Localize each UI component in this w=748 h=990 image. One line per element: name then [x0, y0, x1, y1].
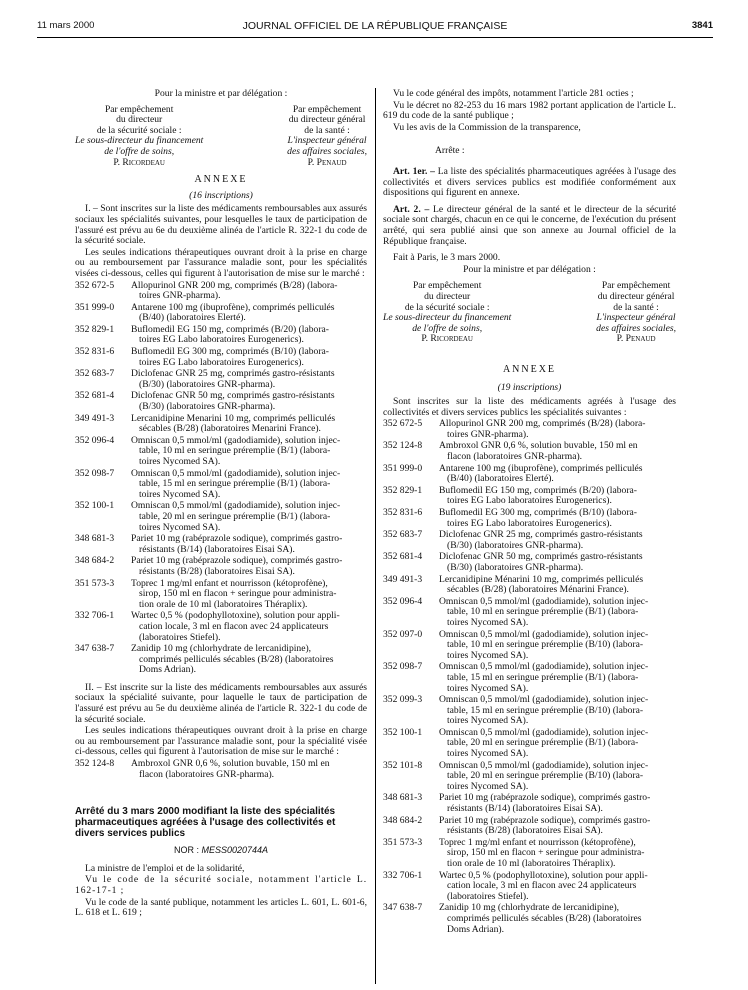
entry-text	[129, 556, 367, 577]
sig-line: du directeur général	[597, 290, 675, 302]
list-item	[75, 501, 367, 533]
journal-title: JOURNAL OFFICIEL DE LA RÉPUBLIQUE FRANÇAISE	[242, 20, 508, 32]
entry-text	[129, 759, 367, 780]
list-item	[383, 597, 676, 629]
entry-line: table, 15 ml en seringue préremplie (B/1) (labora-	[139, 478, 331, 490]
sig-line: de l'offre de soins,	[412, 322, 483, 334]
entry-text	[437, 695, 676, 727]
article-label: Art. 1er. –	[393, 165, 435, 177]
entry-line: Wartec 0,5 % (podophyllotoxine), solution pour appli-	[131, 610, 340, 622]
entry-text	[129, 579, 367, 611]
pour-ministre: Pour la ministre et par délégation :	[154, 88, 288, 99]
right-column	[383, 89, 676, 936]
entry-text	[129, 303, 367, 324]
sig-line: Par empêchement	[412, 280, 482, 292]
paragraph-indications: Les seules indications thérapeutiques ouvrant droit à la prise en charge ou au remboursement par l'assurance maladie sont, pour les spécialités visées ci-dessous, celles qui figurent à l'autorisation de mise sur le marché :	[75, 246, 367, 279]
entry-text	[437, 793, 676, 814]
cip-code: 347 638-7	[75, 643, 115, 655]
signature-sante	[596, 281, 676, 345]
vu-decret: Vu le décret no 82-253 du 16 mars 1982 portant application de l'article L. 619 du code de la santé publique ;	[383, 99, 676, 122]
entry-text	[129, 644, 367, 676]
sig-line: de la sécurité sociale :	[404, 301, 490, 313]
cip-code: 347 638-7	[383, 902, 423, 914]
entry-line: Buflomedil EG 300 mg, comprimés (B/10) (labora-	[131, 346, 329, 358]
cip-code: 352 098-7	[75, 467, 115, 479]
entry-line: table, 20 ml en seringue préremplie (B/1) (labora-	[139, 510, 331, 522]
entry-line: Pariet 10 mg (rabéprazole sodique), comprimés gastro-	[439, 814, 651, 826]
entry-line: toires EG Labo laboratoires Eurogenerics).	[139, 356, 304, 368]
cip-code: 352 097-0	[383, 628, 423, 640]
entry-line: toires Nycomed SA).	[447, 748, 529, 760]
entry-line: toires GNR-pharma).	[447, 428, 529, 440]
article-label: Art. 2. –	[393, 203, 430, 215]
entry-line: tion orale de 10 ml (laboratoires Théraplix).	[139, 598, 308, 610]
entry-line: Omniscan 0,5 mmol/ml (gadodiamide), solution injec-	[131, 500, 341, 512]
cip-code: 348 684-2	[75, 555, 115, 567]
article-2	[383, 205, 676, 247]
entry-line: Diclofenac GNR 25 mg, comprimés gastro-résistants	[439, 529, 643, 541]
entry-line: toires Nycomed SA).	[139, 488, 221, 500]
list-item	[383, 419, 676, 440]
cip-code: 352 099-3	[383, 694, 423, 706]
entry-line: toires Nycomed SA).	[139, 456, 221, 467]
cip-code: 352 096-4	[75, 434, 115, 446]
cip-code: 349 491-3	[75, 412, 115, 424]
cip-code: 332 706-1	[383, 869, 423, 881]
list-item	[383, 530, 676, 551]
entry-line: Allopurinol GNR 200 mg, comprimés (B/28) (labora-	[131, 279, 338, 291]
entry-line: (laboratoires Stiefel).	[447, 890, 529, 902]
cip-code: 348 684-2	[383, 814, 423, 826]
entry-text	[129, 391, 367, 412]
paragraph-indications-ii: Les seules indications thérapeutiques ouvrant droit à la prise en charge ou au remboursement par l'assurance maladie sont, pour la spécialité visée ci-dessous, celles qui figurent à l'autorisation de mise sur le marché :	[75, 725, 367, 758]
list-item	[383, 838, 676, 870]
entry-line: résistants (B/28) (laboratoires Eisai SA).	[139, 565, 295, 577]
list-item	[75, 325, 367, 346]
sig-line: de la santé :	[304, 124, 350, 136]
entry-text	[129, 436, 367, 468]
sig-line: des affaires sociales,	[596, 322, 676, 334]
list-item	[383, 464, 676, 485]
list-item	[75, 469, 367, 501]
entry-line: Zanidip 10 mg (chlorhydrate de lercanidipine),	[131, 643, 312, 655]
entry-line: cation locale, 3 ml en flacon avec 24 applicateurs	[447, 880, 637, 892]
list-item	[383, 486, 676, 507]
list-item	[383, 630, 676, 662]
entry-text	[437, 630, 676, 662]
entry-line: Omniscan 0,5 mmol/ml (gadodiamide), solution injec-	[439, 694, 649, 706]
page-header	[37, 20, 713, 34]
list-item	[75, 347, 367, 368]
entry-line: toires Nycomed SA).	[139, 521, 221, 533]
entry-line: Wartec 0,5 % (podophyllotoxine), solution pour appli-	[439, 869, 648, 881]
cip-code: 352 672-5	[75, 279, 115, 291]
entry-line: (B/30) (laboratoires GNR-pharma).	[139, 378, 276, 390]
list-item	[75, 369, 367, 390]
entry-line: Diclofenac GNR 25 mg, comprimés gastro-résistants	[131, 368, 335, 380]
medication-list	[383, 419, 676, 935]
sig-line: de l'offre de soins,	[104, 145, 175, 157]
pour-ministre: Pour la ministre et par délégation :	[463, 263, 596, 275]
entry-line: Allopurinol GNR 200 mg, comprimés (B/28) (labora-	[439, 418, 646, 430]
cip-code: 352 831-6	[75, 346, 115, 358]
paragraph-section-i: I. – Sont inscrites sur la liste des médicaments remboursables aux assurés sociaux les spécialités suivantes, pour lesquelles le taux de participation de l'assuré est prévu au 6e du deuxième alinéa de l'article R. 322-1 du code de la sécurité sociale.	[75, 203, 367, 247]
entry-line: sirop, 150 ml en flacon + seringue pour administra-	[447, 847, 645, 859]
entry-line: table, 15 ml en seringue préremplie (B/10) (labora-	[447, 704, 644, 716]
entry-line: toires GNR-pharma).	[139, 290, 221, 302]
cip-code: 332 706-1	[75, 610, 115, 622]
entry-text	[129, 325, 367, 346]
list-item	[383, 695, 676, 727]
entry-line: résistants (B/14) (laboratoires Eisai SA).	[139, 543, 295, 555]
entry-line: Lercanidipine Ménarini 10 mg, comprimés pelliculés	[439, 573, 644, 585]
cip-code: 352 681-4	[383, 551, 423, 563]
entry-line: sécables (B/28) (laboratoires Menarini France).	[139, 423, 321, 435]
list-item	[75, 556, 367, 577]
entry-line: comprimés pelliculés sécables (B/28) (laboratoires	[139, 653, 334, 665]
entry-line: toires EG Labo laboratoires Eurogenerics).	[447, 517, 612, 529]
sig-line: L'inspecteur général	[287, 135, 367, 147]
entry-line: Buflomedil EG 150 mg, comprimés (B/20) (labora-	[439, 484, 637, 496]
cip-code: 349 491-3	[383, 573, 423, 585]
list-item	[75, 414, 367, 435]
entry-text	[437, 761, 676, 793]
entry-text	[437, 464, 676, 485]
arrete-word: Arrête :	[435, 145, 465, 157]
entry-line: comprimés pelliculés sécables (B/28) (laboratoires	[447, 912, 642, 924]
entry-line: (B/40) (laboratoires Elerté).	[139, 312, 246, 324]
cip-code: 352 096-4	[383, 595, 423, 607]
entry-line: (laboratoires Stiefel).	[139, 631, 221, 643]
cip-code: 352 100-1	[383, 726, 423, 738]
cip-code: 352 100-1	[75, 500, 115, 512]
entry-line: Diclofenac GNR 50 mg, comprimés gastro-résistants	[131, 390, 335, 402]
entry-line: Omniscan 0,5 mmol/ml (gadodiamide), solution injec-	[439, 661, 649, 673]
entry-text	[129, 534, 367, 555]
entry-line: résistants (B/28) (laboratoires Eisai SA).	[447, 825, 603, 837]
nor-reference	[75, 845, 367, 856]
sig-line: Par empêchement	[292, 103, 362, 115]
cip-code: 352 124-8	[75, 758, 115, 770]
sig-line: Le sous-directeur du financement	[75, 135, 204, 147]
entry-line: table, 10 ml en seringue préremplie (B/1) (labora-	[139, 445, 331, 457]
entry-line: Toprec 1 mg/ml enfant et nourrisson (kétoprofène),	[131, 577, 328, 589]
entry-line: toires EG Labo laboratoires Eurogenerics).	[447, 495, 612, 507]
list-item	[75, 303, 367, 324]
arrete-title: Arrêté du 3 mars 2000 modifiant la liste des spécialités pharmaceutiques agréées à l'usage des collectivités et divers services publics	[75, 806, 336, 840]
medication-list	[75, 281, 367, 676]
signatory-name: P. Penaud	[616, 333, 656, 345]
list-item	[75, 281, 367, 302]
entry-line: toires Nycomed SA).	[447, 780, 529, 792]
entry-text	[437, 575, 676, 596]
signatures	[383, 281, 676, 345]
entry-text	[437, 871, 676, 903]
sig-line: Par empêchement	[601, 280, 671, 292]
entry-line: Ambroxol GNR 0,6 %, solution buvable, 150 ml en	[131, 758, 330, 770]
entry-text	[129, 469, 367, 501]
entry-line: Antarene 100 mg (ibuprofène), comprimés pelliculés	[131, 301, 335, 313]
entry-text	[129, 281, 367, 302]
cip-code: 352 681-4	[75, 390, 115, 402]
entry-text	[129, 611, 367, 643]
entry-text	[437, 552, 676, 573]
entry-line: table, 20 ml en seringue préremplie (B/1) (labora-	[447, 737, 639, 749]
entry-line: résistants (B/14) (laboratoires Eisai SA).	[447, 803, 603, 815]
entry-line: Diclofenac GNR 50 mg, comprimés gastro-résistants	[439, 551, 643, 563]
article-text: Le directeur général de la santé et le directeur de la sécurité sociale sont chargés, chacun en ce qui le concerne, de l'exécution du présent arrêté, qui sera publié ainsi que son annexe au Journal officiel de la République française.	[383, 203, 676, 247]
list-item	[75, 534, 367, 555]
signature-securite-sociale	[383, 281, 511, 345]
cip-code: 348 681-3	[75, 533, 115, 545]
sig-line: Le sous-directeur du financement	[383, 312, 512, 324]
sig-line: du directeur	[116, 114, 163, 126]
entry-line: toires Nycomed SA).	[447, 682, 529, 694]
cip-code: 352 683-7	[383, 529, 423, 541]
cip-code: 352 829-1	[75, 323, 115, 335]
cip-code: 352 831-6	[383, 507, 423, 518]
list-item	[383, 871, 676, 903]
signatures	[75, 105, 367, 169]
entry-line: table, 15 ml en seringue préremplie (B/1) (labora-	[447, 671, 639, 683]
entry-line: Pariet 10 mg (rabéprazole sodique), comprimés gastro-	[131, 555, 343, 567]
entry-line: table, 10 ml en seringue préremplie (B/10) (labora-	[447, 639, 644, 651]
annexe-intro: Sont inscrites sur la liste des médicaments agréés à l'usage des collectivités et divers services publics les spécialités suivantes :	[383, 396, 676, 418]
entry-text	[129, 347, 367, 368]
entry-text	[437, 419, 676, 440]
entry-line: flacon (laboratoires GNR-pharma).	[447, 451, 583, 463]
cip-code: 352 098-7	[383, 661, 423, 673]
signatory-name: P. Penaud	[307, 156, 347, 168]
entry-text	[437, 486, 676, 507]
signatory-name: P. Ricordeau	[113, 156, 165, 168]
ministre-line: La ministre de l'emploi et de la solidarité,	[85, 862, 245, 874]
entry-text	[437, 597, 676, 629]
list-item	[383, 761, 676, 793]
cip-code: 352 829-1	[383, 484, 423, 496]
entry-line: Antarene 100 mg (ibuprofène), comprimés pelliculés	[439, 462, 643, 474]
entry-line: Ambroxol GNR 0,6 %, solution buvable, 150 ml en	[439, 440, 638, 452]
entry-line: Zanidip 10 mg (chlorhydrate de lercanidipine),	[439, 902, 620, 914]
cip-code: 351 573-3	[383, 836, 423, 848]
sig-line: de la sécurité sociale :	[96, 124, 182, 136]
entry-line: table, 20 ml en seringue préremplie (B/10) (labora-	[447, 770, 644, 782]
page-number: 3841	[691, 20, 713, 31]
vu-csp: Vu le code de la santé publique, notamment les articles L. 601, L. 601-6, L. 618 et L. 619 ;	[75, 896, 367, 919]
sig-line: L'inspecteur général	[596, 312, 676, 324]
entry-line: toires Nycomed SA).	[447, 649, 529, 661]
entry-line: cation locale, 3 ml en flacon avec 24 applicateurs	[139, 620, 329, 632]
entry-text	[437, 441, 676, 462]
entry-text	[437, 838, 676, 870]
entry-line: table, 10 ml en seringue préremplie (B/1) (labora-	[447, 606, 639, 618]
list-item	[75, 436, 367, 468]
list-item	[75, 611, 367, 643]
entry-line: Pariet 10 mg (rabéprazole sodique), comprimés gastro-	[439, 792, 651, 804]
entry-line: Pariet 10 mg (rabéprazole sodique), comprimés gastro-	[131, 533, 343, 545]
entry-text	[437, 816, 676, 837]
entry-text	[437, 662, 676, 694]
list-item	[383, 508, 676, 529]
entry-line: (B/30) (laboratoires GNR-pharma).	[447, 539, 584, 551]
entry-line: toires Nycomed SA).	[447, 616, 529, 628]
entry-text	[129, 501, 367, 533]
entry-line: toires EG Labo laboratoires Eurogenerics).	[139, 334, 304, 346]
entry-line: Lercanidipine Menarini 10 mg, comprimés pelliculés	[131, 412, 336, 424]
fait-a-paris: Fait à Paris, le 3 mars 2000.	[393, 252, 501, 264]
entry-line: sirop, 150 ml en flacon + seringue pour administra-	[139, 588, 337, 600]
entry-text	[129, 414, 367, 435]
entry-line: Omniscan 0,5 mmol/ml (gadodiamide), solution injec-	[131, 467, 341, 479]
list-item	[383, 816, 676, 837]
list-item	[383, 793, 676, 814]
entry-line: Omniscan 0,5 mmol/ml (gadodiamide), solution injec-	[439, 726, 649, 738]
list-item	[383, 903, 676, 935]
cip-code: 352 124-8	[383, 440, 423, 452]
cip-code: 351 573-3	[75, 577, 115, 589]
entry-line: Toprec 1 mg/ml enfant et nourrisson (kétoprofène),	[439, 836, 636, 848]
entry-line: (B/30) (laboratoires GNR-pharma).	[139, 401, 276, 413]
entry-line: toires Nycomed SA).	[447, 715, 529, 727]
annexe-heading: ANNEXE	[502, 363, 557, 375]
list-item	[75, 759, 367, 780]
sig-line: du directeur	[424, 290, 471, 302]
entry-text	[437, 903, 676, 935]
entry-line: sécables (B/28) (laboratoires Ménarini France).	[447, 584, 629, 596]
entry-line: Doms Adrian).	[447, 923, 505, 935]
cip-code: 351 999-0	[75, 301, 115, 313]
header-rule	[37, 37, 713, 38]
entry-line: Buflomedil EG 300 mg, comprimés (B/10) (labora-	[439, 507, 637, 518]
column-divider	[375, 88, 376, 984]
signatory-name: P. Ricordeau	[421, 333, 473, 345]
annexe-heading: ANNEXE	[194, 174, 248, 186]
vu-avis: Vu les avis de la Commission de la transparence,	[393, 121, 581, 133]
cip-code: 352 101-8	[383, 759, 423, 771]
vu-cgi: Vu le code général des impôts, notamment l'article 281 octies ;	[393, 88, 634, 99]
entry-line: Buflomedil EG 150 mg, comprimés (B/20) (labora-	[131, 323, 329, 335]
list-item	[383, 662, 676, 694]
entry-text	[437, 508, 676, 529]
list-item	[75, 579, 367, 611]
entry-text	[129, 369, 367, 390]
paragraph-section-ii: II. – Est inscrite sur la liste des médicaments remboursables aux assurés sociaux la spécialité suivante, pour laquelle le taux de participation de l'assuré est prévu au 5e du deuxième alinéa de l'article R. 322-1 du code de la sécurité sociale.	[75, 681, 367, 725]
nor-code: MESS0020744A	[201, 845, 269, 856]
inscriptions-count: (16 inscriptions)	[189, 189, 253, 201]
inscriptions-count: (19 inscriptions)	[497, 382, 562, 394]
header-date: 11 mars 2000	[37, 20, 95, 31]
nor-label: NOR :	[173, 845, 199, 856]
entry-line: Omniscan 0,5 mmol/ml (gadodiamide), solution injec-	[439, 628, 649, 640]
left-column	[75, 89, 367, 920]
sig-line: des affaires sociales,	[287, 145, 367, 157]
signature-sante	[287, 105, 367, 169]
article-text: La liste des spécialités pharmaceutiques agréées à l'usage des collectivités et divers services publics est modifiée conformément aux dispositions qui figurent en annexe.	[383, 165, 676, 199]
cip-code: 348 681-3	[383, 792, 423, 804]
entry-line: Omniscan 0,5 mmol/ml (gadodiamide), solution injec-	[439, 759, 649, 771]
cip-code: 352 672-5	[383, 418, 423, 430]
sig-line: Par empêchement	[104, 103, 174, 115]
entry-line: tion orale de 10 ml (laboratoires Théraplix).	[447, 858, 616, 869]
list-item	[75, 391, 367, 412]
entry-line: (B/40) (laboratoires Elerté).	[447, 473, 554, 485]
cip-code: 352 683-7	[75, 368, 115, 380]
cip-code: 351 999-0	[383, 462, 423, 474]
entry-line: Doms Adrian).	[139, 664, 197, 676]
list-item	[383, 441, 676, 462]
list-item	[383, 728, 676, 760]
sig-line: de la santé :	[613, 301, 659, 313]
article-1	[383, 167, 676, 199]
entry-line: Omniscan 0,5 mmol/ml (gadodiamide), solution injec-	[131, 434, 341, 446]
entry-line: flacon (laboratoires GNR-pharma).	[139, 768, 275, 780]
entry-line: (B/30) (laboratoires GNR-pharma).	[447, 561, 584, 573]
vu-css: Vu le code de la sécurité sociale, notamment l'article L. 162-17-1 ;	[75, 874, 367, 896]
entry-text	[437, 728, 676, 760]
sig-line: du directeur général	[288, 114, 366, 126]
entry-text	[437, 530, 676, 551]
signature-securite-sociale	[75, 105, 203, 169]
entry-line: Omniscan 0,5 mmol/ml (gadodiamide), solution injec-	[439, 595, 649, 607]
list-item	[383, 552, 676, 573]
list-item	[75, 644, 367, 676]
list-item	[383, 575, 676, 596]
